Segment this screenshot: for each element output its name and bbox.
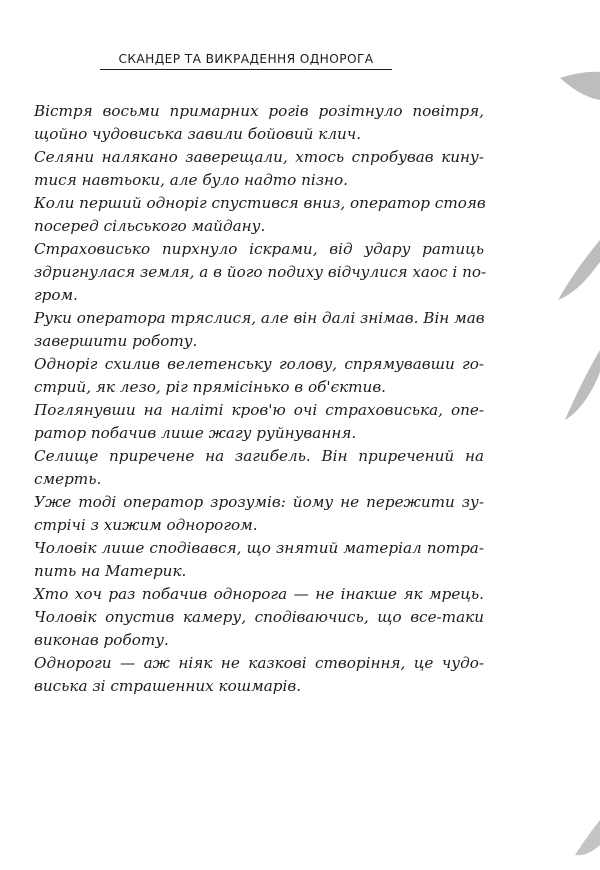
paragraph [34, 491, 484, 537]
text-line: стрічі з хижим однорогом. [34, 516, 258, 534]
text-line: здригнулася земля, а в його подиху відчулися хаос і по- [34, 263, 487, 281]
swoosh-stroke-top [560, 72, 600, 100]
text-line: завершити роботу. [34, 332, 198, 350]
text-line: посеред сільського майдану. [34, 217, 266, 235]
text-line: Селище приречене на загибель. Він приречений на [34, 447, 484, 465]
text-line: гром. [34, 286, 78, 304]
paragraph [34, 192, 484, 238]
text-line: щойно чудовиська завили бойовий клич. [34, 125, 362, 143]
text-line: Однороги — аж ніяк не казкові створіння, це чудо- [34, 654, 484, 672]
text-line: тися навтьоки, але було надто пізно. [34, 171, 349, 189]
text-line: Страховисько пирхнуло іскрами, від удару ратиць [34, 240, 484, 258]
text-line: пить на Материк. [34, 562, 187, 580]
paragraph [34, 445, 484, 491]
paragraph [34, 606, 484, 652]
paragraph [34, 307, 484, 353]
text-line: Коли перший одноріг спустився вниз, оператор стояв [34, 194, 486, 212]
paragraph [34, 537, 484, 583]
paragraph [34, 652, 484, 698]
running-header [100, 50, 392, 70]
paragraph [34, 100, 484, 146]
text-line: смерть. [34, 470, 102, 488]
text-line: виконав роботу. [34, 631, 169, 649]
text-line: Руки оператора тряслися, але він далі знімав. Він мав [34, 309, 485, 327]
text-line: Хто хоч раз побачив однорога — не інакше як мрець. [34, 585, 484, 603]
text-line: Вістря восьми примарних рогів розітнуло повітря, [34, 102, 484, 120]
swoosh-stroke-middle [558, 240, 600, 300]
paragraph [34, 399, 484, 445]
story-text-body [34, 100, 487, 698]
text-line: ратор побачив лише жагу руйнування. [34, 424, 357, 442]
text-line: Уже тоді оператор зрозумів: йому не пережити зу- [34, 493, 484, 511]
paragraph [34, 238, 487, 307]
text-line: стрий, як лезо, ріг прямісінько в об'єктив. [34, 378, 386, 396]
running-header-rule [100, 69, 392, 70]
text-line: Чоловік лише сподівався, що знятий матеріал потра- [34, 539, 484, 557]
paragraph [34, 353, 484, 399]
text-line: Селяни налякано заверещали, хтось спробував кину- [34, 148, 484, 166]
text-line: виська зі страшенних кошмарів. [34, 677, 302, 695]
running-header-title: СКАНДЕР ТА ВИКРАДЕННЯ ОДНОРОГА [118, 52, 374, 66]
swoosh-stroke-lower [565, 350, 600, 420]
text-line: Поглянувши на наліті кров'ю очі страховиська, опе- [34, 401, 484, 419]
paragraph [34, 583, 484, 606]
paragraph [34, 146, 484, 192]
text-line: Одноріг схилив велетенську голову, спрямувавши го- [34, 355, 484, 373]
swoosh-stroke-bottom [575, 820, 600, 855]
text-line: Чоловік опустив камеру, сподіваючись, що все-таки [34, 608, 484, 626]
